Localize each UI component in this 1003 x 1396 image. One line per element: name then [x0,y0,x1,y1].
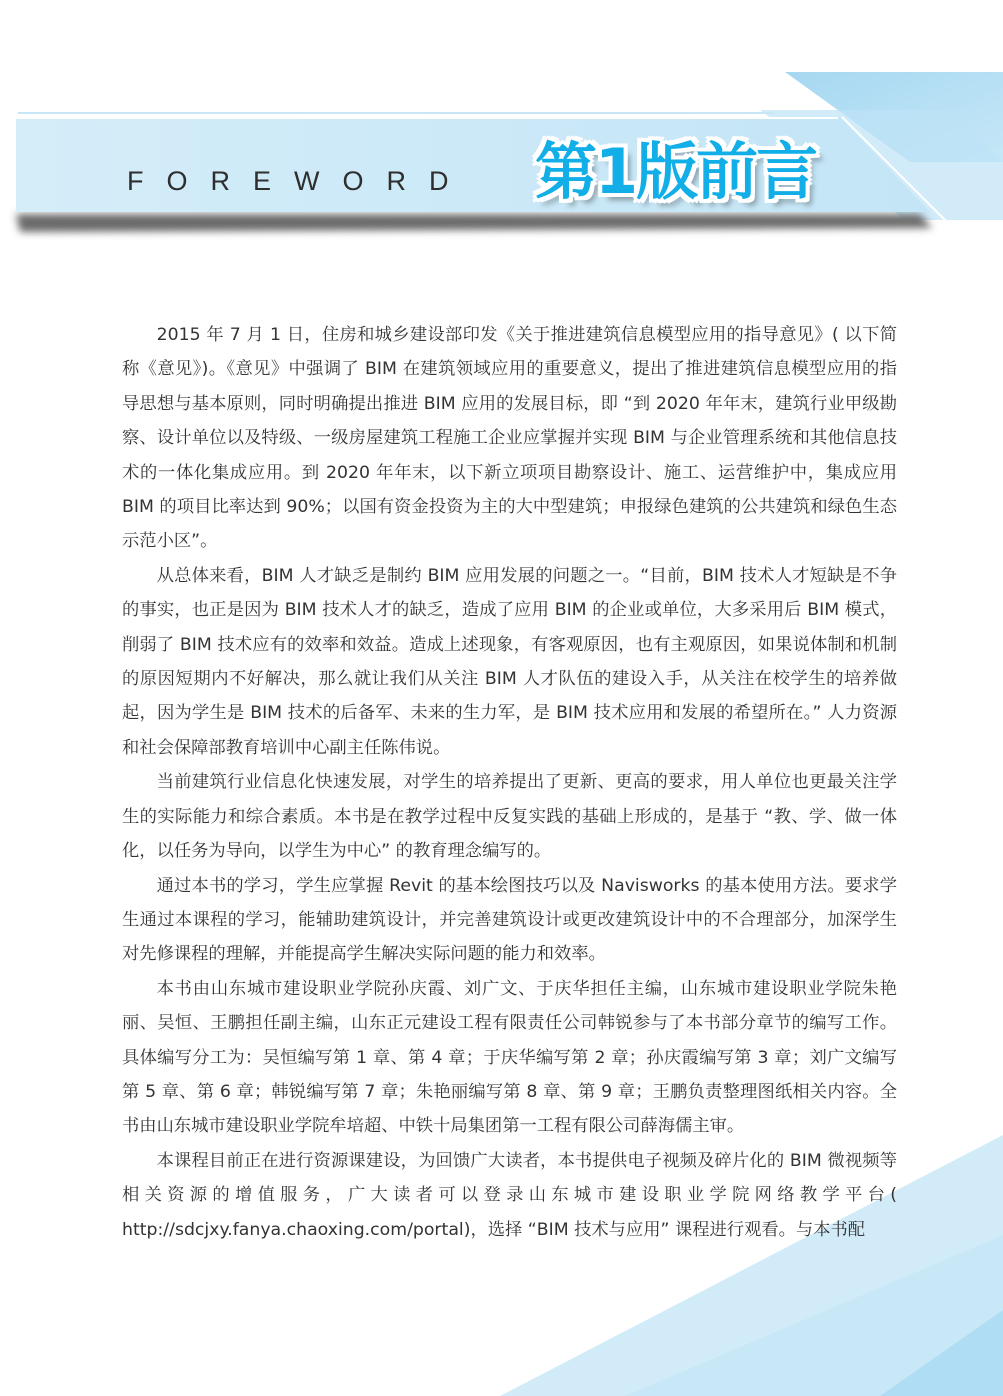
paragraph: 通过本书的学习，学生应掌握 Revit 的基本绘图技巧以及 Navisworks 的基本使用方法。要求学生通过本课程的学习，能辅助建筑设计，并完善建筑设计或更改建筑设计中的不合理部分，加深学生对先修课程的理解，并能提高学生解决实际问题的能力和效率。 [122,875,897,965]
paragraph: 本课程目前正在进行资源课建设，为回馈广大读者，本书提供电子视频及碎片化的 BIM 微视频等相关资源的增值服务，广大读者可以登录山东城市建设职业学院网络教学平台( http://sdcjxy.fanya.chaoxing.com/portal)，选择 “BIM 技术与应用” 课程进行观看。与本书配 [122,1150,897,1240]
page-title: 第1版前言 [535,135,817,208]
body-text [122,318,897,1247]
foreword-label: FOREWORD [127,166,472,196]
paragraph: 2015 年 7 月 1 日，住房和城乡建设部印发《关于推进建筑信息模型应用的指导意见》( 以下简称《意见》)。《意见》中强调了 BIM 在建筑领域应用的重要意义，提出了推进建筑信息模型应用的指导思想与基本原则，同时明确提出推进 BIM 应用的发展目标，即 “到 2020 年年末，建筑行业甲级勘察、设计单位以及特级、一级房屋建筑工程施工企业应掌握并实现 BIM 与企业管理系统和其他信息技术的一体化集成应用。到 2020 年年末，以下新立项项目勘察设计、施工、运营维护中，集成应用 BIM 的项目比率达到 90%；以国有资金投资为主的大中型建筑；申报绿色建筑的公共建筑和绿色生态示范小区”。 [122,325,897,552]
paragraph: 当前建筑行业信息化快速发展，对学生的培养提出了更新、更高的要求，用人单位也更最关注学生的实际能力和综合素质。本书是在教学过程中反复实践的基础上形成的，是基于 “教、学、做一体化，以任务为导向，以学生为中心” 的教育理念编写的。 [122,772,897,862]
header-band-shadow [16,214,932,232]
paragraph: 本书由山东城市建设职业学院孙庆霞、刘广文、于庆华担任主编，山东城市建设职业学院朱艳丽、吴恒、王鹏担任副主编，山东正元建设工程有限责任公司韩锐参与了本书部分章节的编写工作。具体编写分工为：吴恒编写第 1 章、第 4 章；于庆华编写第 2 章；孙庆霞编写第 3 章；刘广文编写第 5 章、第 6 章；韩锐编写第 7 章；朱艳丽编写第 8 章、第 9 章；王鹏负责整理图纸相关内容。全书由山东城市建设职业学院牟培超、中铁十局集团第一工程有限公司薛海儒主审。 [122,978,897,1137]
paragraph: 从总体来看，BIM 人才缺乏是制约 BIM 应用发展的问题之一。“目前，BIM 技术人才短缺是不争的事实，也正是因为 BIM 技术人才的缺乏，造成了应用 BIM 的企业或单位，大多采用后 BIM 模式，削弱了 BIM 技术应有的效率和效益。造成上述现象，有客观原因，也有主观原因，如果说体制和机制的原因短期内不好解决，那么就让我们从关注 BIM 人才队伍的建设入手，从关注在校学生的培养做起，因为学生是 BIM 技术的后备军、未来的生力军，是 BIM 技术应用和发展的希望所在。” 人力资源和社会保障部教育培训中心副主任陈伟说。 [122,565,897,758]
